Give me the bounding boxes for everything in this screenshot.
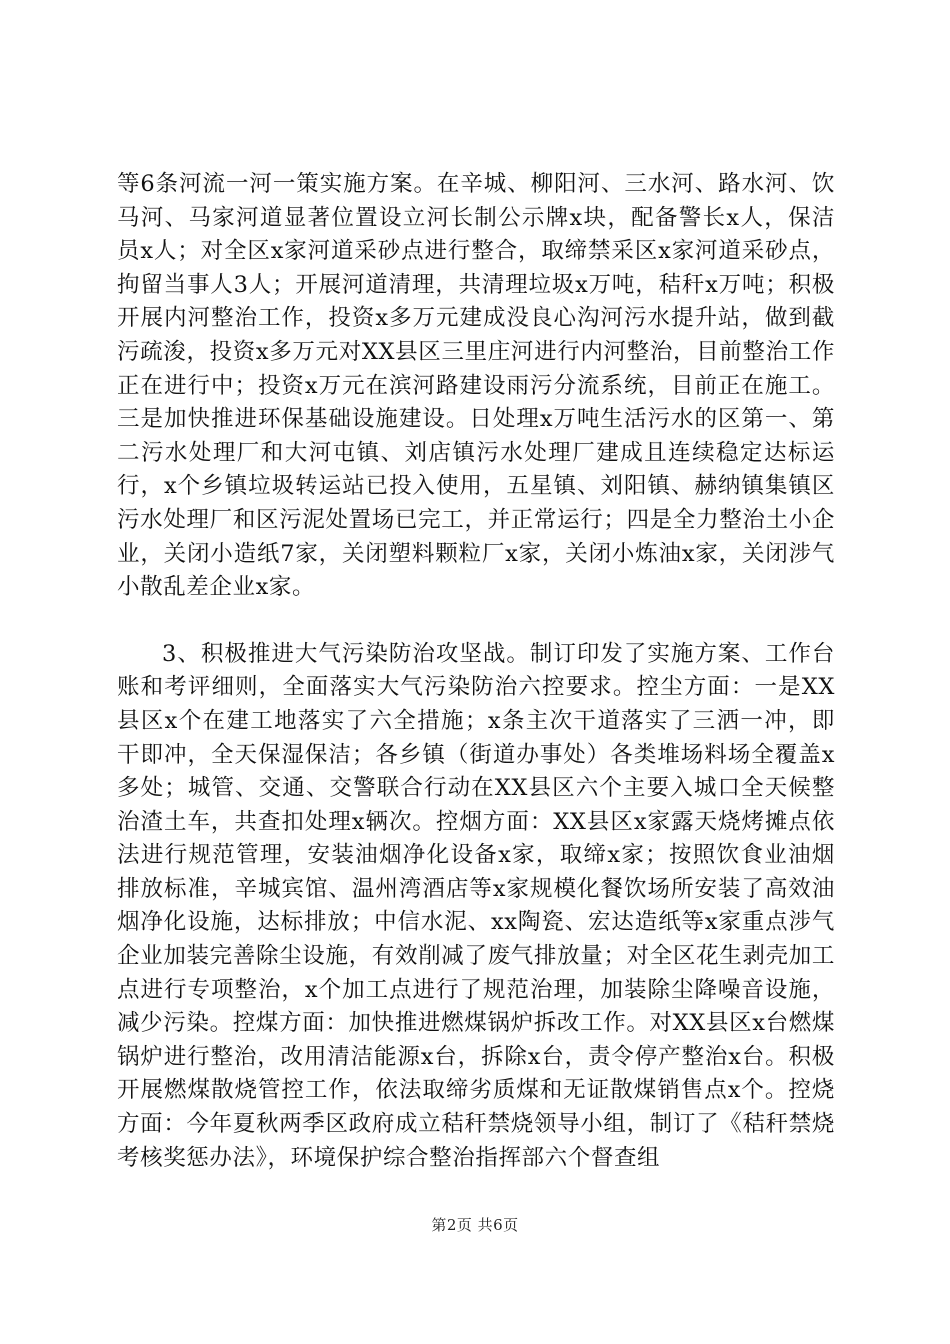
document-body — [117, 168, 835, 1175]
paragraph-river-governance: 等6条河流一河一策实施方案。在辛城、柳阳河、三水河、路水河、饮马河、马家河道显著位置设立河长制公示牌x块，配备警长x人，保洁员x人；对全区x家河道采砂点进行整合，取缔禁采区x家河道采砂点，拘留当事人3人；开展河道清理，共清理垃圾x万吨，秸秆x万吨；积极开展内河整治工作，投资x多万元建成没良心沟河污水提升站，做到截污疏浚，投资x多万元对XX县区三里庄河进行内河整治，目前整治工作正在进行中；投资x万元在滨河路建设雨污分流系统，目前正在施工。三是加快推进环保基础设施建设。日处理x万吨生活污水的区第一、第二污水处理厂和大河屯镇、刘店镇污水处理厂建成且连续稳定达标运行，x个乡镇垃圾转运站已投入使用，五星镇、刘阳镇、赫纳镇集镇区污水处理厂和区污泥处置场已完工，并正常运行；四是全力整治土小企业，关闭小造纸7家，关闭塑料颗粒厂x家，关闭小炼油x家，关闭涉气小散乱差企业x家。 — [117, 171, 835, 601]
paragraph-air-pollution: 3、积极推进大气污染防治攻坚战。制订印发了实施方案、工作台账和考评细则，全面落实大气污染防治六控要求。控尘方面：一是XX县区x个在建工地落实了六全措施；x条主次干道落实了三洒一冲，即干即冲，全天保湿保洁；各乡镇（街道办事处）各类堆场料场全覆盖x多处；城管、交通、交警联合行动在XX县区六个主要入城口全天候整治渣土车，共查扣处理x辆次。控烟方面：XX县区x家露天烧烤摊点依法进行规范管理，安装油烟净化设备x家，取缔x家；按照饮食业油烟排放标准，辛城宾馆、温州湾酒店等x家规模化餐饮场所安装了高效油烟净化设施，达标排放；中信水泥、xx陶瓷、宏达造纸等x家重点涉气企业加装完善除尘设施，有效削减了废气排放量；对全区花生剥壳加工点进行专项整治，x个加工点进行了规范治理，加装除尘降噪音设施，减少污染。控煤方面：加快推进燃煤锅炉拆改工作。对XX县区x台燃煤锅炉进行整治，改用清洁能源x台，拆除x台，责令停产整治x台。积极开展燃煤散烧管控工作，依法取缔劣质煤和无证散煤销售点x个。控烧方面：今年夏秋两季区政府成立秸秆禁烧领导小组，制订了《秸秆禁烧考核奖惩办法》，环境保护综合整治指挥部六个督查组 — [117, 640, 835, 1171]
page-footer: 第2页 共6页 — [431, 1216, 519, 1234]
